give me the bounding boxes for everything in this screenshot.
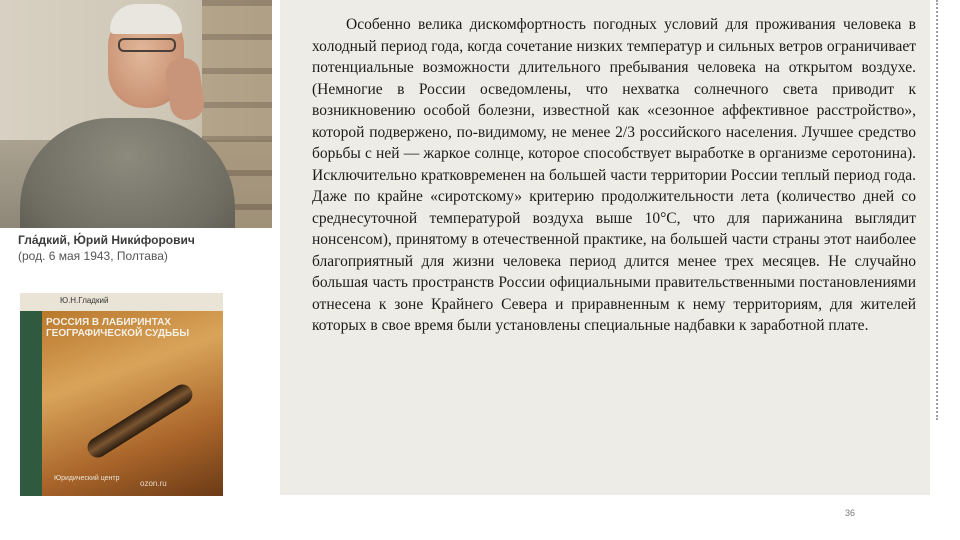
scan-edge bbox=[930, 0, 938, 420]
scanned-text-page bbox=[280, 0, 930, 495]
scanned-paragraph: Особенно велика дискомфортность погодных условий для проживания человека в холодный период года, когда сочетание низких температур и сильных ветров ограничивает потенциальные возможности длительного пребывания человека на открытом воздухе. (Немногие в России осведомлены, что нехватка солнечного света приводит к возникновению особой болезни, известной как «сезонное аффективное расстройство», которой подвержено, по-видимому, не менее 2/3 российского населения. Лучшее средство борьбы с ней — жаркое солнце, которое способствует выработке в организме серотонина). Исключительно кратковременен на большей части территории России теплый период года. Даже по крайне «сиротскому» критерию продолжительности лета (количество дней со среднесуточной температурой воздуха выше 10°С, что для парижанина выглядит нонсенсом), принятому в отечественной практике, на большей части страны этот наиболее благоприятный для жизни человека период длится менее трех месяцев. Не случайно большая часть пространств России официальными правительственными постановлениями отнесена к зоне Крайнего Севера и приравненным к нему территориям, для жителей которых в свое время были установлены специальные надбавки к заработной плате. bbox=[312, 16, 916, 334]
book-title: РОССИЯ В ЛАБИРИНТАХ ГЕОГРАФИЧЕСКОЙ СУДЬБЫ bbox=[46, 317, 190, 339]
slide-number: 36 bbox=[845, 508, 856, 518]
book-cover bbox=[20, 293, 223, 496]
author-photo bbox=[0, 0, 272, 228]
book-author: Ю.Н.Гладкий bbox=[60, 296, 109, 305]
watermark: ozon.ru bbox=[140, 479, 167, 488]
author-name: Гла́дкий, Ю́рий Ники́форович bbox=[18, 233, 195, 247]
author-dates: (род. 6 мая 1943, Полтава) bbox=[18, 249, 168, 263]
photo-caption bbox=[18, 232, 278, 264]
book-publisher: Юридический центр bbox=[54, 475, 120, 482]
